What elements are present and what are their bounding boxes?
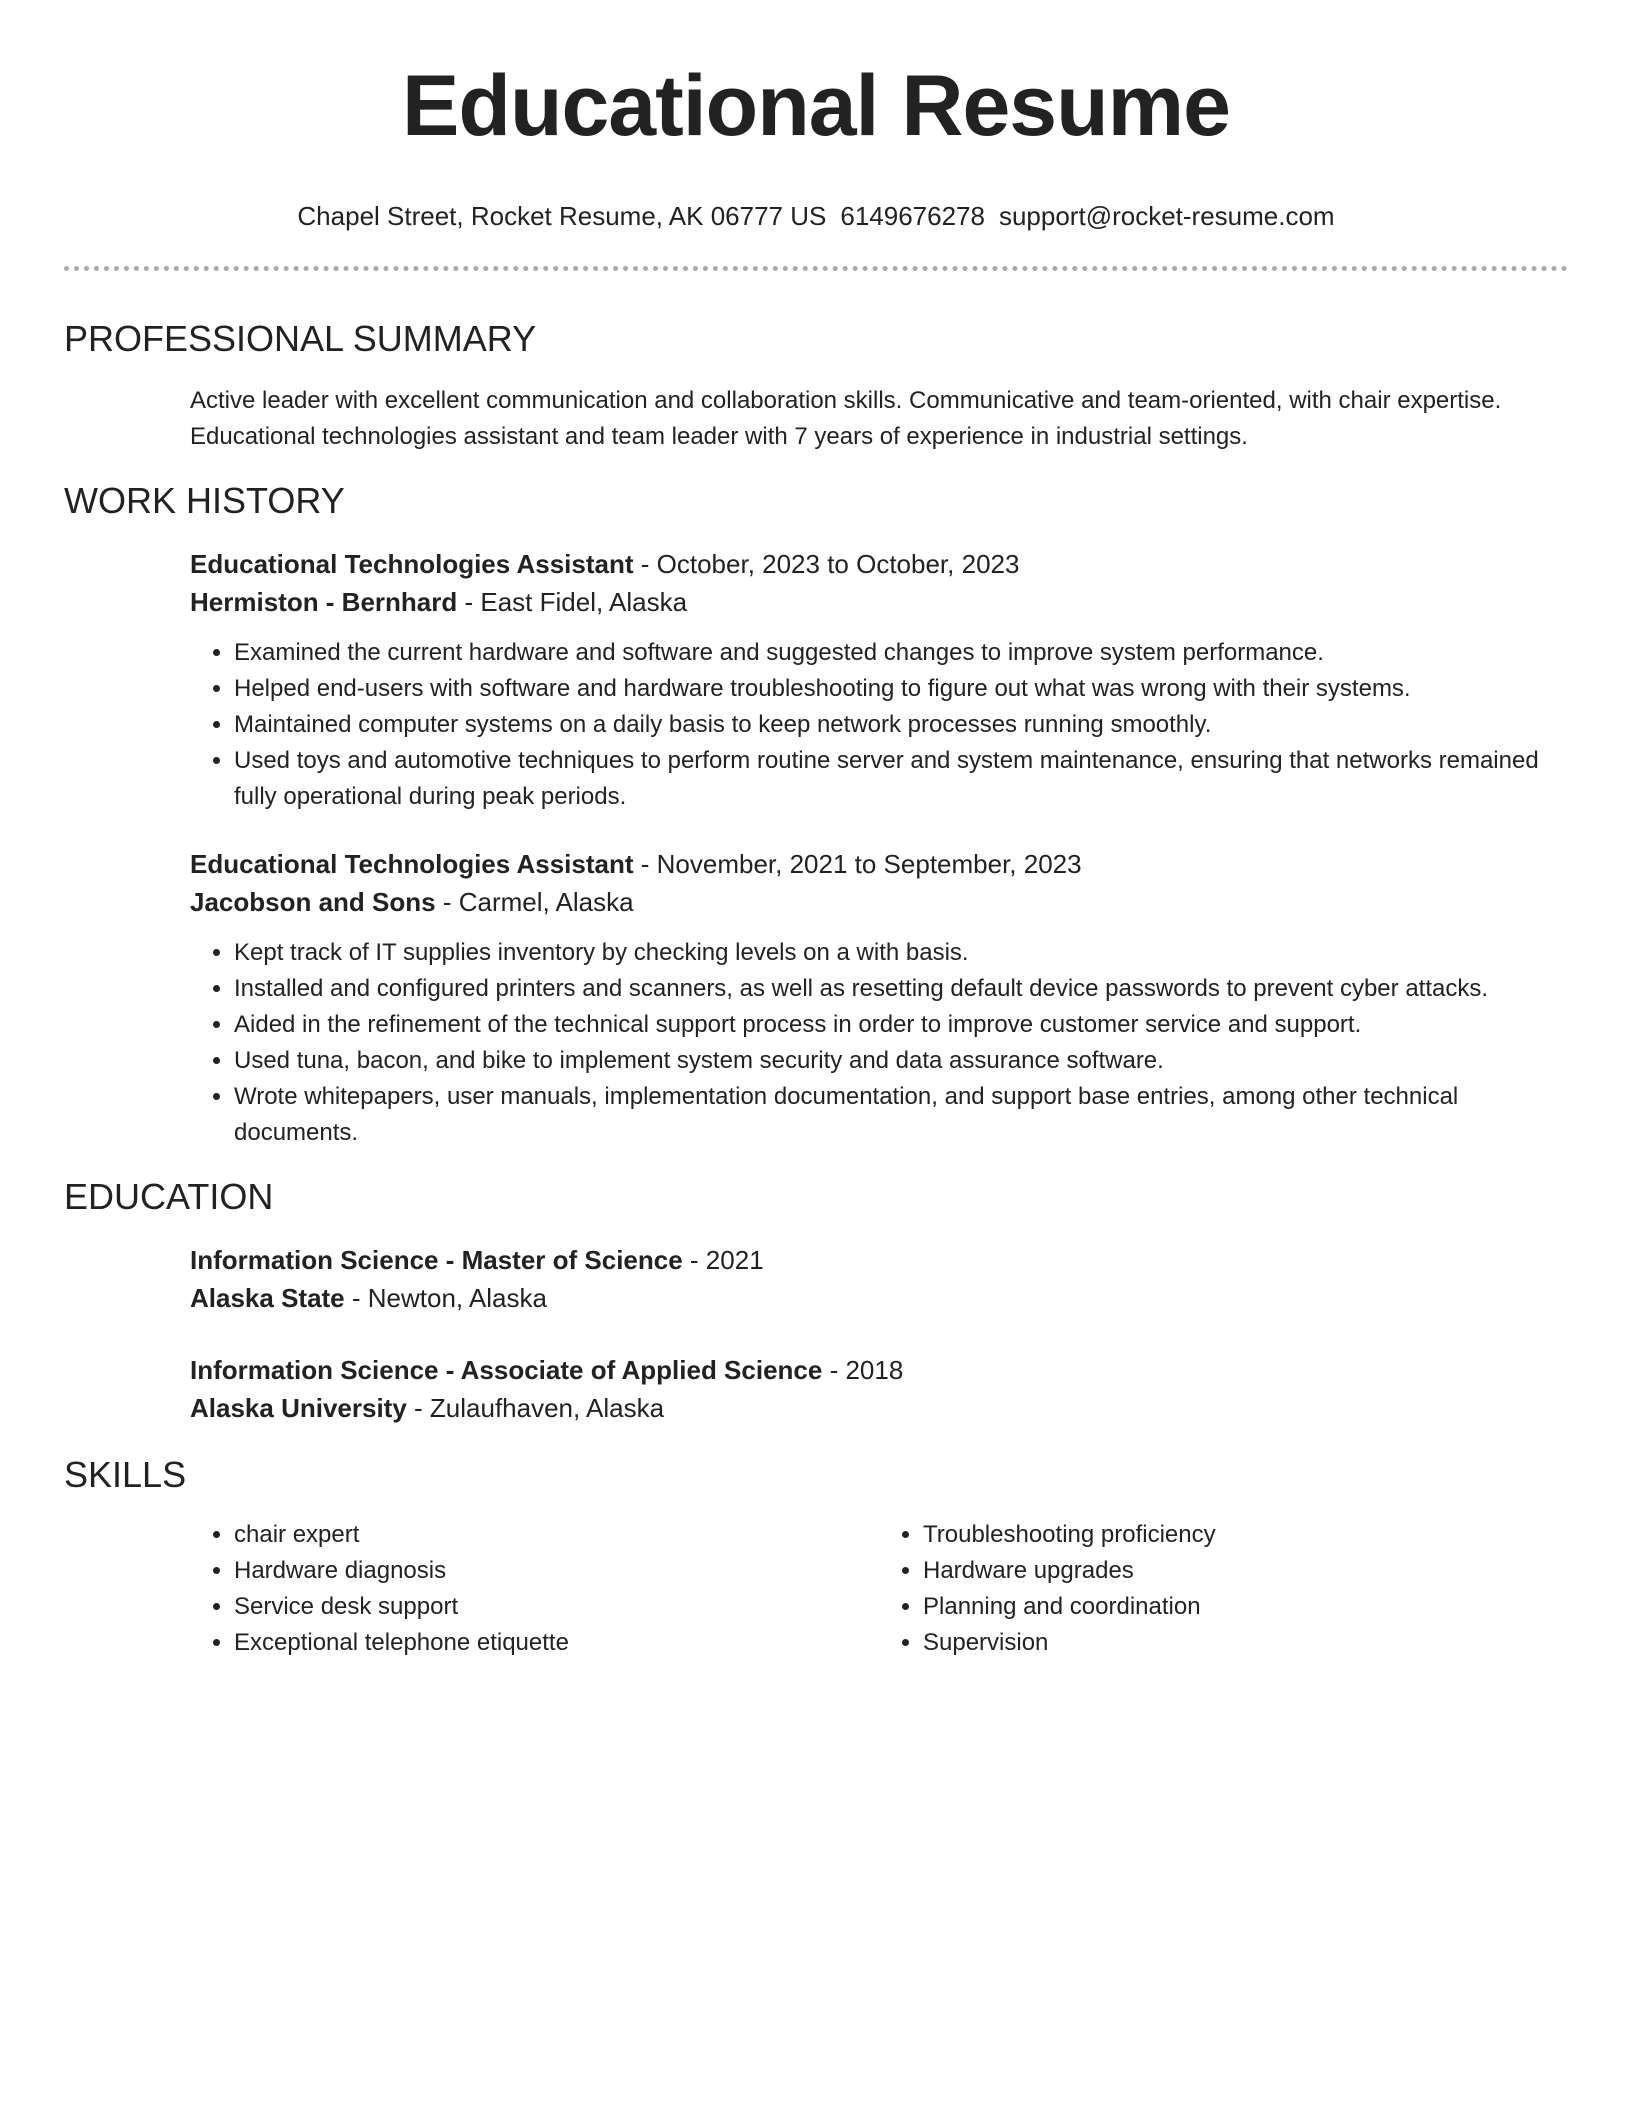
job-entry [190, 845, 1568, 1151]
list-item: • Service desk support [234, 1589, 879, 1625]
job-dates: - October, 2023 to October, 2023 [633, 549, 1020, 579]
list-item: • Aided in the refinement of the technical support process in order to improve customer service and support. [234, 1007, 1568, 1043]
education-school: Alaska University [190, 1393, 407, 1423]
list-item: • Used tuna, bacon, and bike to implement system security and data assurance software. [234, 1043, 1568, 1079]
job-title-line [190, 845, 1568, 883]
education-heading: EDUCATION [64, 1176, 274, 1217]
education-year: - 2021 [682, 1245, 764, 1275]
header-divider [64, 266, 1568, 271]
list-item: • Planning and coordination [923, 1589, 1568, 1625]
contact-phone: 6149676278 [840, 201, 985, 231]
work-history-heading: WORK HISTORY [64, 480, 345, 521]
education-location: - Zulaufhaven, Alaska [406, 1393, 665, 1423]
education-location: - Newton, Alaska [344, 1283, 547, 1313]
list-item: • Wrote whitepapers, user manuals, implementation documentation, and support base entries, among other technical documents. [234, 1079, 1568, 1151]
education-degree-line [190, 1351, 1568, 1389]
job-dates: - November, 2021 to September, 2023 [633, 849, 1082, 879]
list-item: • Exceptional telephone etiquette [234, 1625, 879, 1661]
education-school-line [190, 1279, 1568, 1317]
resume-name: Educational Resume [402, 58, 1230, 154]
education-entry [190, 1241, 1568, 1317]
list-item: • Supervision [923, 1625, 1568, 1661]
education-entry [190, 1351, 1568, 1427]
job-company: Jacobson and Sons [190, 887, 436, 917]
summary-heading: PROFESSIONAL SUMMARY [64, 318, 537, 359]
education-degree: Information Science - Master of Science [190, 1245, 683, 1275]
job-location: - Carmel, Alaska [435, 887, 634, 917]
job-entry [190, 545, 1568, 815]
job-company: Hermiston - Bernhard [190, 587, 458, 617]
job-bullets [190, 935, 1568, 1151]
job-title-line [190, 545, 1568, 583]
job-bullets [190, 635, 1568, 815]
list-item: • Hardware diagnosis [234, 1553, 879, 1589]
education-degree: Information Science - Associate of Applied Science [190, 1355, 823, 1385]
list-item: • Hardware upgrades [923, 1553, 1568, 1589]
job-location: - East Fidel, Alaska [457, 587, 688, 617]
contact-line [64, 200, 1568, 232]
list-item: • Troubleshooting proficiency [923, 1517, 1568, 1553]
list-item: • Helped end-users with software and hardware troubleshooting to figure out what was wrong with their systems. [234, 671, 1568, 707]
education-year: - 2018 [822, 1355, 904, 1385]
skills-heading: SKILLS [64, 1454, 187, 1495]
list-item: • Kept track of IT supplies inventory by checking levels on a with basis. [234, 935, 1568, 971]
skills-list-right [879, 1517, 1568, 1661]
list-item: • Installed and configured printers and scanners, as well as resetting default device passwords to prevent cyber attacks. [234, 971, 1568, 1007]
skills-columns [190, 1517, 1568, 1661]
skills-list-left [190, 1517, 879, 1661]
job-role: Educational Technologies Assistant [190, 849, 634, 879]
contact-address: Chapel Street, Rocket Resume, AK 06777 US [297, 201, 827, 231]
education-school-line [190, 1389, 1568, 1427]
job-company-line [190, 883, 1568, 921]
list-item: • chair expert [234, 1517, 879, 1553]
education-school: Alaska State [190, 1283, 345, 1313]
list-item: • Used toys and automotive techniques to perform routine server and system maintenance, ensuring that networks remained fully operational during peak periods. [234, 743, 1568, 815]
job-company-line [190, 583, 1568, 621]
list-item: • Examined the current hardware and software and suggested changes to improve system performance. [234, 635, 1568, 671]
education-degree-line [190, 1241, 1568, 1279]
list-item: • Maintained computer systems on a daily basis to keep network processes running smoothly. [234, 707, 1568, 743]
summary-text: Active leader with excellent communication and collaboration skills. Communicative and team-oriented, with chair expertise. Educational technologies assistant and team leader with 7 years of experience in industrial settings. [190, 387, 1502, 450]
contact-email: support@rocket-resume.com [998, 201, 1335, 231]
job-role: Educational Technologies Assistant [190, 549, 634, 579]
